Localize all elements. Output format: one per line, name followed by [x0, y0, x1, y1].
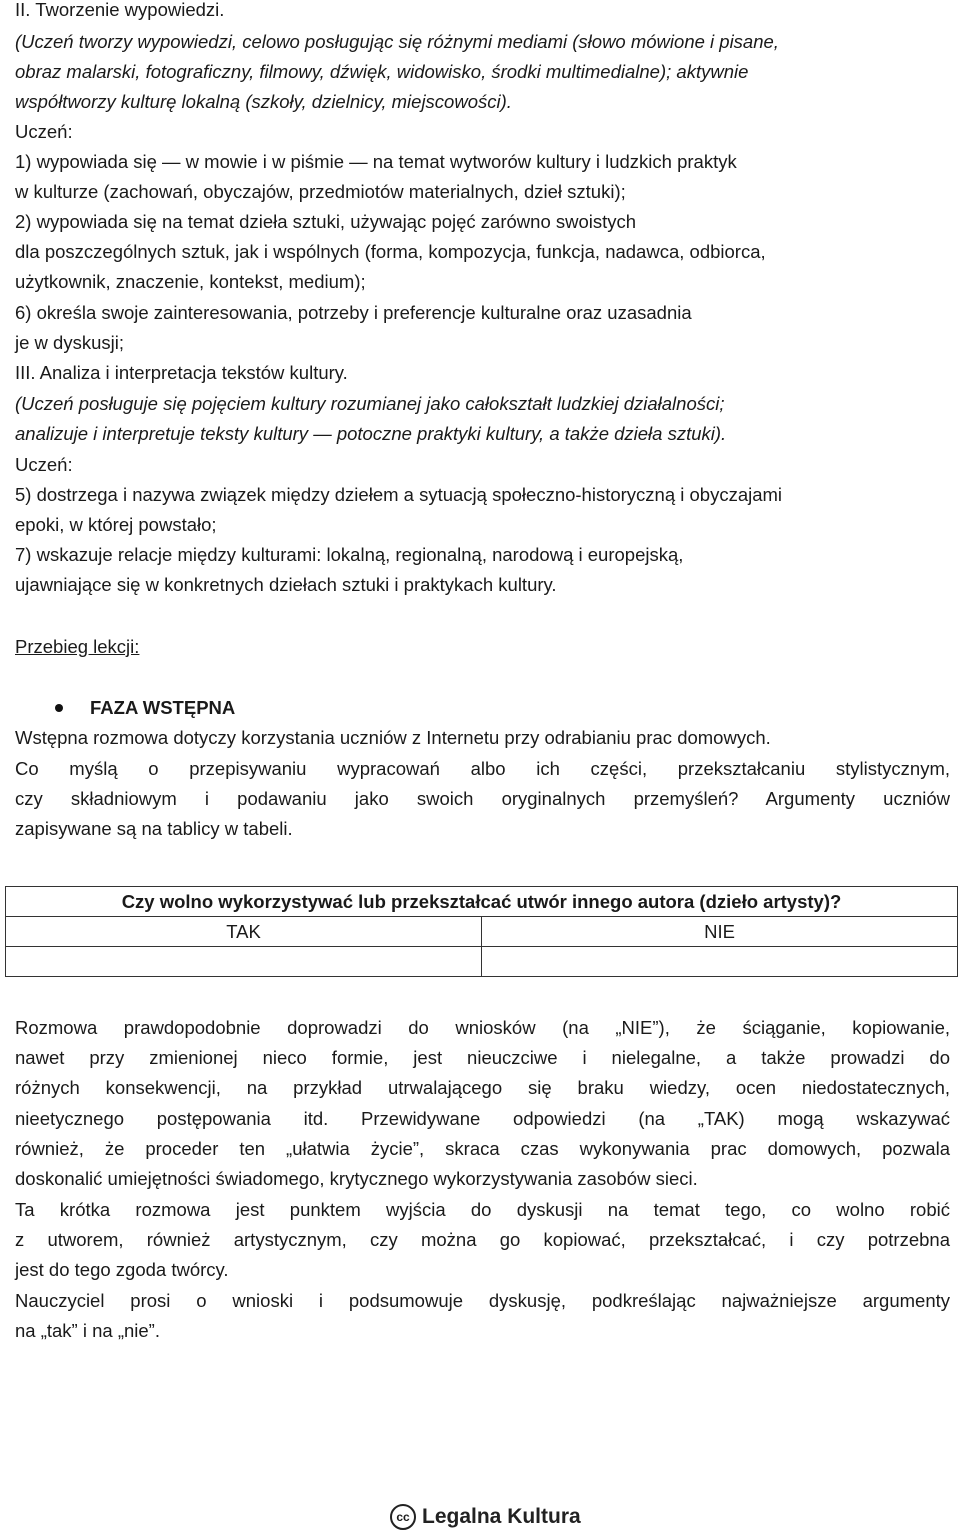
- paragraph-line: nieetycznego postępowania itd. Przewidywane odpowiedzi (na „TAK) mogą wskazywać: [15, 1108, 950, 1129]
- outcome-line: 5) dostrzega i nazywa związek między dziełem a sytuacją społeczno-historyczną i obyczajami: [15, 484, 783, 505]
- section-intro-line: analizuje i interpretuje teksty kultury — potoczne praktyki kultury, a także dzieła sztuki).: [15, 423, 727, 444]
- outcome-line: epoki, w której powstało;: [15, 514, 217, 535]
- paragraph-line: Nauczyciel prosi o wnioski i podsumowuje dyskusję, podkreślając najważniejsze argumenty: [15, 1290, 950, 1311]
- creative-commons-icon: cc: [390, 1504, 416, 1530]
- section-intro-line: obraz malarski, fotograficzny, filmowy, dźwięk, widowisko, środki multimedialne); aktywnie: [15, 61, 749, 82]
- paragraph-line: jest do tego zgoda twórcy.: [15, 1259, 229, 1280]
- uczen-label: Uczeń:: [15, 454, 73, 475]
- paragraph-line: Co myślą o przepisywaniu wypracowań albo ich części, przekształcaniu stylistycznym,: [15, 758, 950, 779]
- column-header-yes: TAK: [6, 917, 482, 947]
- outcome-line: 6) określa swoje zainteresowania, potrzeby i preferencje kulturalne oraz uzasadnia: [15, 302, 692, 323]
- table-question: Czy wolno wykorzystywać lub przekształcać utwór innego autora (dzieło artysty)?: [6, 887, 958, 917]
- table-cell-yes: [6, 947, 482, 977]
- section-intro-line: współtworzy kulturę lokalną (szkoły, dzielnicy, miejscowości).: [15, 91, 512, 112]
- paragraph-line: Ta krótka rozmowa jest punktem wyjścia do dyskusji na temat tego, co wolno robić: [15, 1199, 950, 1220]
- phase-heading: FAZA WSTĘPNA: [90, 697, 236, 718]
- bullet-icon: [55, 704, 63, 712]
- outcome-line: dla poszczególnych sztuk, jak i wspólnych (forma, kompozycja, funkcja, nadawca, odbiorca,: [15, 241, 766, 262]
- paragraph-line: zapisywane są na tablicy w tabeli.: [15, 818, 293, 839]
- brand-name: Legalna Kultura: [422, 1505, 581, 1528]
- outcome-line: w kulturze (zachowań, obyczajów, przedmiotów materialnych, dzieł sztuki);: [15, 181, 626, 202]
- paragraph-line: Rozmowa prawdopodobnie doprowadzi do wniosków (na „NIE”), że ściąganie, kopiowanie,: [15, 1017, 950, 1038]
- outcome-line: 1) wypowiada się — w mowie i w piśmie — na temat wytworów kultury i ludzkich praktyk: [15, 151, 737, 172]
- table-cell-no: [482, 947, 958, 977]
- outcome-line: ujawniające się w konkretnych dziełach sztuki i praktykach kultury.: [15, 574, 557, 595]
- argument-table: [5, 886, 958, 977]
- paragraph-line: również, że proceder ten „ułatwia życie”, skraca czas wykonywania prac domowych, pozwala: [15, 1138, 950, 1159]
- section-heading: III. Analiza i interpretacja tekstów kultury.: [15, 362, 348, 383]
- section-intro-line: (Uczeń tworzy wypowiedzi, celowo posługując się różnymi mediami (słowo mówione i pisane,: [15, 31, 779, 52]
- paragraph-line: z utworem, również artystycznym, czy można go kopiować, przekształcać, i czy potrzebna: [15, 1229, 950, 1250]
- uczen-label: Uczeń:: [15, 121, 73, 142]
- outcome-line: je w dyskusji;: [15, 332, 124, 353]
- footer-logo: [390, 1500, 581, 1534]
- section-intro-line: (Uczeń posługuje się pojęciem kultury rozumianej jako całokształt ludzkiej działalności;: [15, 393, 725, 414]
- outcome-line: 2) wypowiada się na temat dzieła sztuki, używając pojęć zarówno swoistych: [15, 211, 637, 232]
- outcome-line: użytkownik, znaczenie, kontekst, medium);: [15, 271, 366, 292]
- paragraph-line: czy składniowym i podawaniu jako swoich oryginalnych przemyśleń? Argumenty uczniów: [15, 788, 950, 809]
- lesson-title: Przebieg lekcji:: [15, 636, 140, 657]
- column-header-no: NIE: [482, 917, 958, 947]
- paragraph-line: nawet przy zmienionej nieco formie, jest nieuczciwe i nielegalne, a także prowadzi do: [15, 1047, 950, 1068]
- paragraph-line: różnych konsekwencji, na przykład utrwalającego się braku wiedzy, ocen niedostatecznych,: [15, 1077, 950, 1098]
- section-heading: II. Tworzenie wypowiedzi.: [15, 0, 225, 20]
- paragraph-line: doskonalić umiejętności świadomego, krytycznego wykorzystywania zasobów sieci.: [15, 1168, 698, 1189]
- paragraph-line: na „tak” i na „nie”.: [15, 1320, 160, 1341]
- paragraph-line: Wstępna rozmowa dotyczy korzystania uczniów z Internetu przy odrabianiu prac domowych.: [15, 727, 771, 748]
- outcome-line: 7) wskazuje relacje między kulturami: lokalną, regionalną, narodową i europejską,: [15, 544, 684, 565]
